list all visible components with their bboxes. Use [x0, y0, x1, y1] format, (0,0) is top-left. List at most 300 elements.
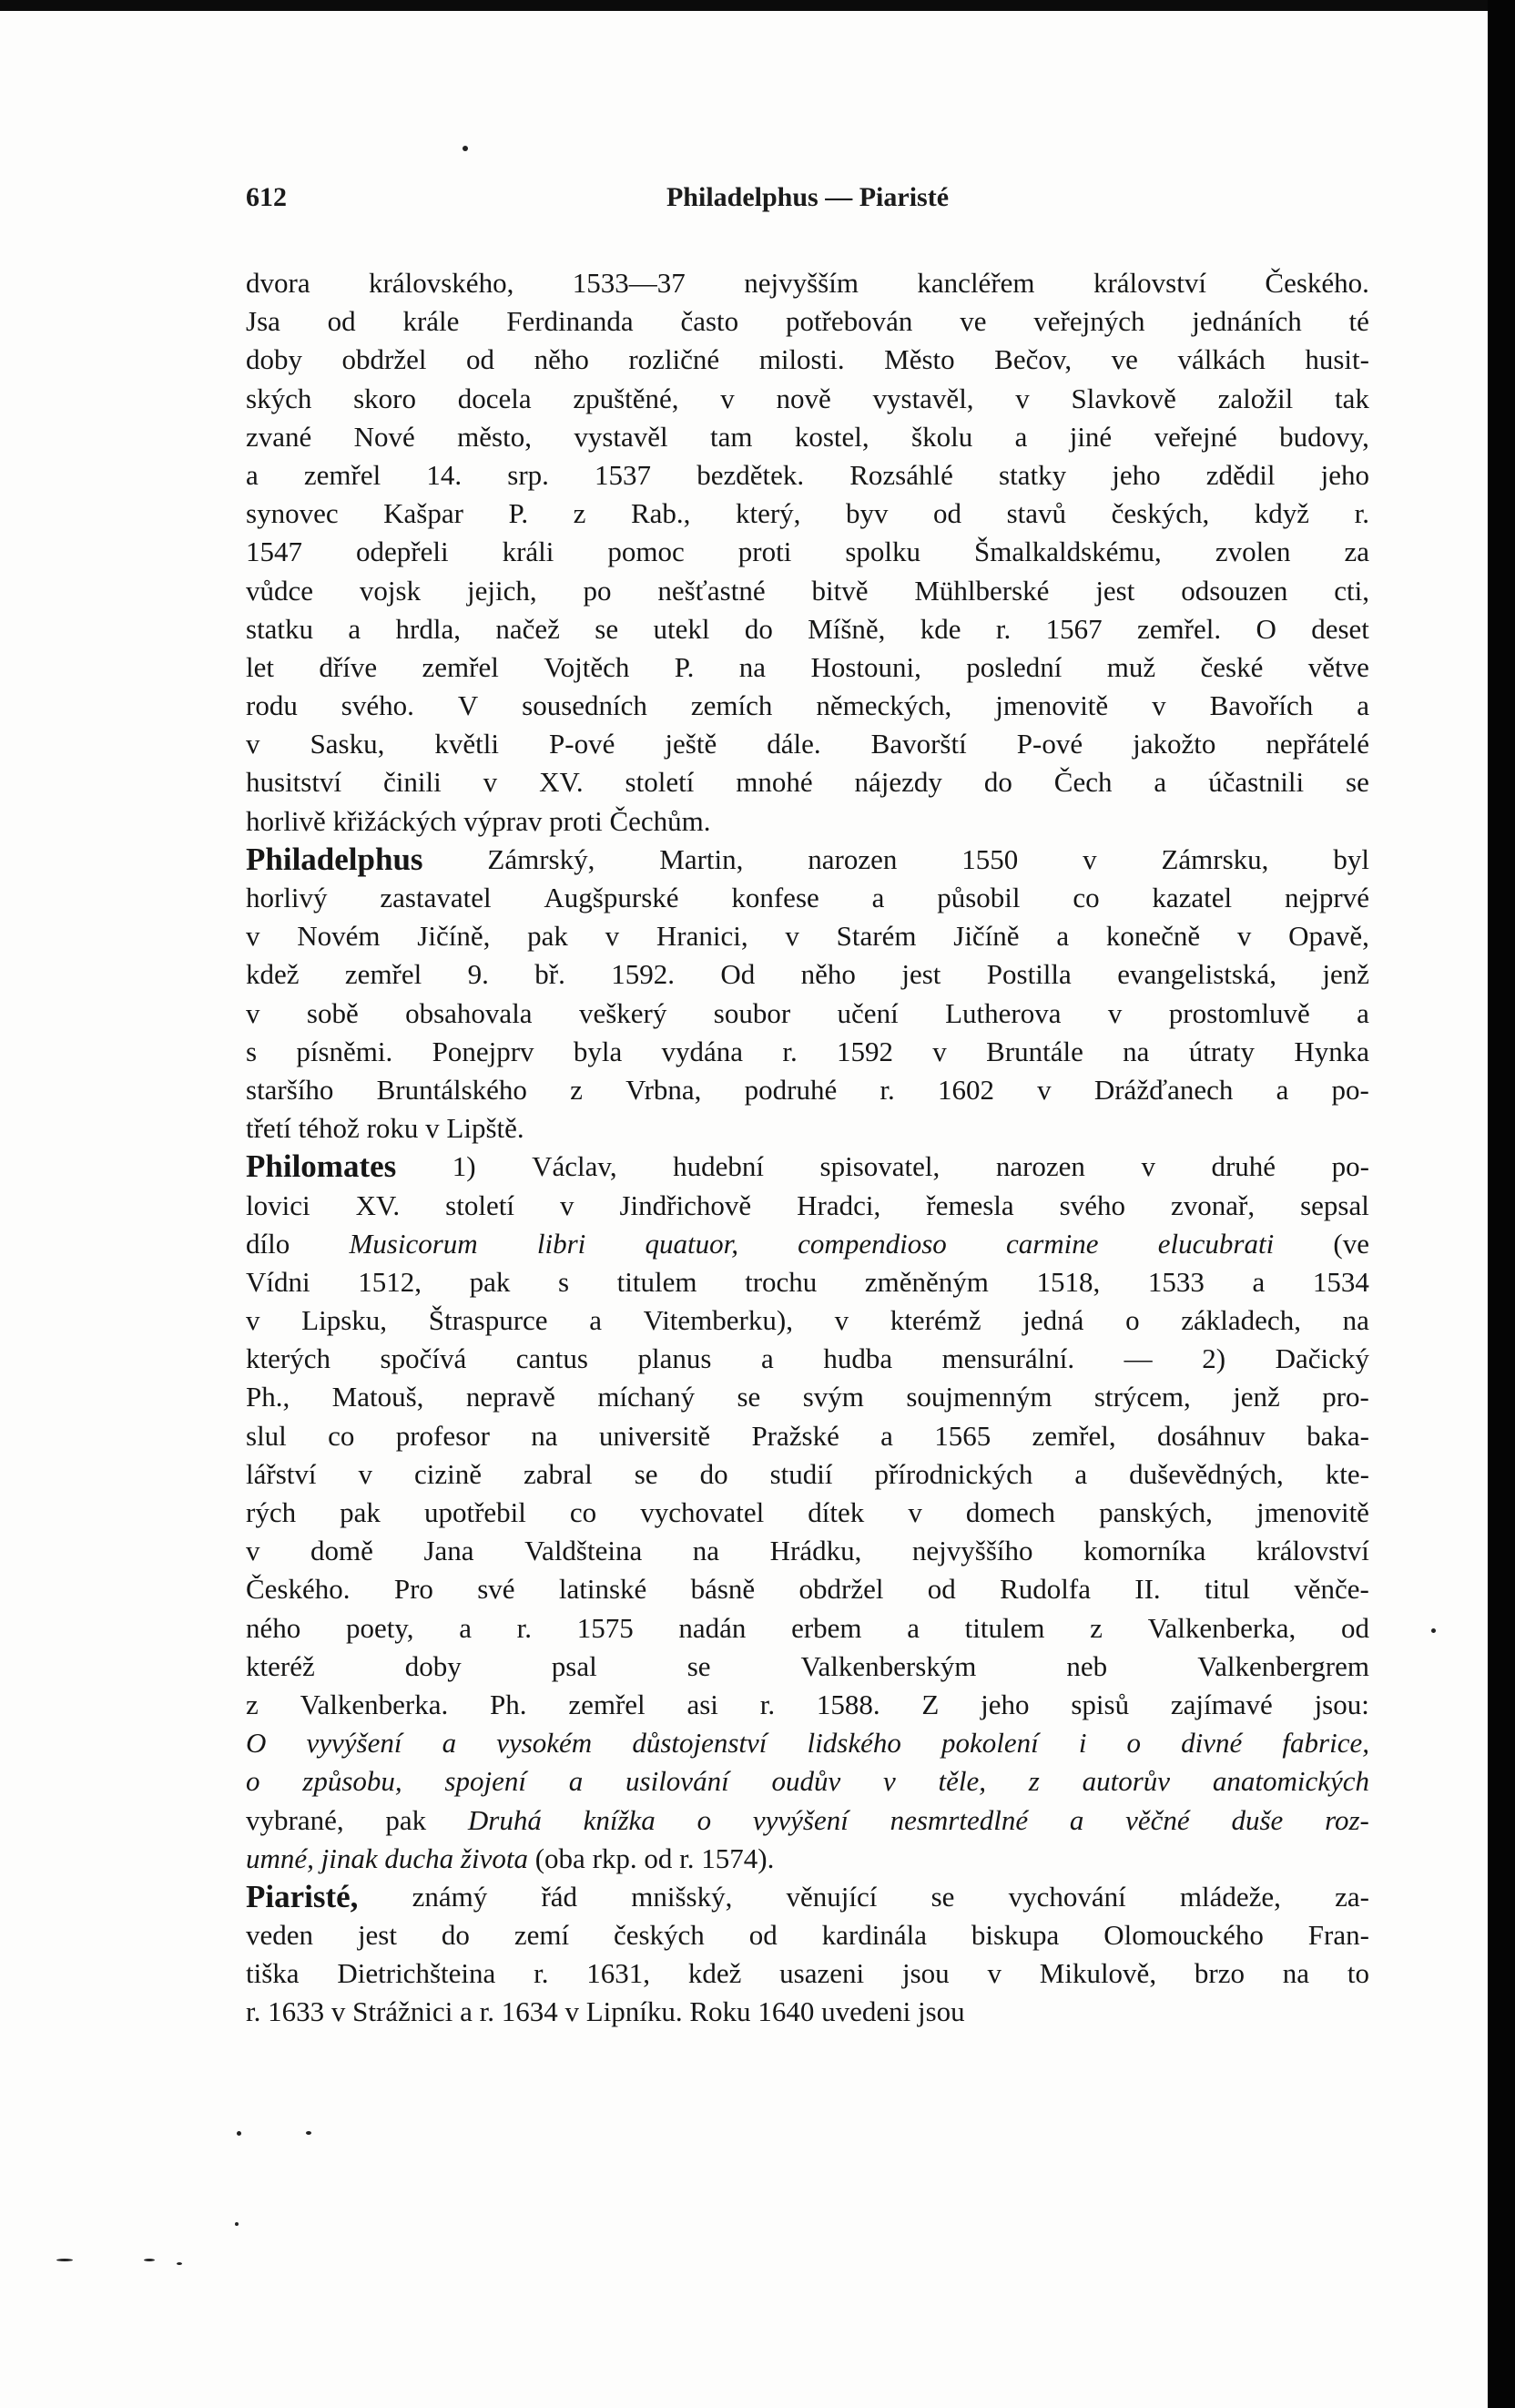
word: 1547 — [246, 536, 302, 568]
word: vystavěl — [574, 420, 668, 453]
word: Českého. — [1265, 267, 1369, 299]
word: uvedeni — [821, 1995, 918, 2028]
word: universitě — [598, 1419, 711, 1452]
word: v — [246, 1535, 260, 1567]
word: německých, — [816, 689, 952, 722]
word: nejvyššího — [911, 1535, 1033, 1567]
word: bř. — [534, 958, 565, 991]
word: XV. — [539, 766, 584, 799]
speck — [177, 2262, 182, 2265]
word: jednáních — [1192, 305, 1302, 338]
word: spočívá — [380, 1342, 467, 1375]
word: strýcem, — [1093, 1381, 1191, 1413]
word: za — [1344, 536, 1369, 568]
text-line — [246, 572, 1369, 610]
word: umné, — [246, 1842, 321, 1874]
word: z — [570, 1073, 583, 1106]
word: Philomates — [246, 1148, 397, 1185]
word: cti, — [1334, 574, 1369, 607]
text-line — [246, 1532, 1369, 1570]
word: v — [330, 1995, 353, 2028]
word: r. — [534, 1957, 549, 1990]
text-line — [246, 1455, 1369, 1494]
word: r. — [759, 1688, 776, 1720]
word: II. — [1134, 1573, 1161, 1606]
word: biskupa — [971, 1919, 1060, 1952]
word: Vrbna, — [625, 1073, 702, 1106]
word: budovy, — [1279, 420, 1369, 453]
word: fabrice, — [1282, 1727, 1369, 1760]
word: známý — [412, 1880, 488, 1913]
word: 9. — [467, 958, 489, 991]
word: spolku — [845, 536, 921, 568]
text-line — [246, 879, 1369, 917]
word: se — [737, 1381, 761, 1413]
word: P-ové — [1016, 728, 1083, 760]
word: v — [1015, 382, 1030, 414]
word: zemřel — [344, 958, 422, 991]
word: Valkenbergrem — [1197, 1649, 1369, 1682]
word: ských — [246, 382, 312, 414]
speck — [237, 2131, 241, 2136]
word: od — [644, 1842, 680, 1874]
text-line — [246, 1109, 1369, 1148]
word: lářství — [246, 1457, 317, 1490]
word: Postilla — [986, 958, 1072, 991]
word: 1588. — [816, 1688, 880, 1720]
word: 1575 — [576, 1611, 634, 1644]
word: načež — [495, 612, 560, 645]
word: základech, — [1181, 1304, 1301, 1337]
word: něho — [534, 343, 589, 376]
word: zvonař, — [1171, 1189, 1256, 1221]
word: Mühlberské — [914, 574, 1050, 607]
word: pak — [469, 1265, 511, 1298]
word: autorův — [1082, 1765, 1171, 1798]
word: Fran- — [1307, 1919, 1369, 1952]
word: nesmrtedlné — [890, 1803, 1029, 1836]
word: stavů — [1006, 497, 1067, 530]
word: pak — [385, 1803, 427, 1836]
word: husit- — [1305, 343, 1369, 376]
word: v — [834, 1304, 849, 1337]
word: Druhá — [467, 1803, 542, 1836]
word: Augšpurské — [544, 882, 679, 913]
word: obdržel — [798, 1573, 884, 1606]
text-line — [246, 802, 1369, 841]
text-line — [246, 1494, 1369, 1532]
word: nepřátelé — [1266, 728, 1369, 760]
word: titulem — [964, 1611, 1045, 1644]
word: a — [1074, 1457, 1088, 1490]
text-line — [246, 1648, 1369, 1686]
word: zpuštěné, — [573, 382, 679, 414]
word: zemích — [690, 689, 773, 722]
word: lovici — [246, 1189, 310, 1221]
word: poety, — [345, 1611, 414, 1644]
word: a — [459, 1611, 472, 1644]
word: jest — [901, 958, 941, 991]
word: spisů — [1071, 1688, 1130, 1720]
speck — [144, 2259, 155, 2261]
word: mnišský, — [631, 1880, 733, 1913]
word: Míšně, — [808, 612, 886, 645]
text-line — [246, 1916, 1369, 1954]
word: libri — [536, 1227, 586, 1260]
word: horlivě — [246, 804, 333, 837]
word: usazeni — [779, 1957, 865, 1990]
word: Jana — [423, 1535, 474, 1567]
word: větve — [1307, 650, 1369, 683]
word: Od — [720, 958, 756, 991]
word: narozen — [808, 842, 898, 875]
word: dosáhnuv — [1156, 1419, 1266, 1452]
word: dříve — [319, 650, 378, 683]
word: Nové — [353, 420, 415, 453]
word: po- — [1331, 1150, 1369, 1183]
word: 1640 — [758, 1995, 822, 2028]
word: Lipště. — [446, 1112, 524, 1145]
word: kancléřem — [917, 267, 1035, 299]
word: do — [441, 1919, 470, 1952]
word: studií — [769, 1457, 833, 1490]
word: českých, — [1111, 497, 1210, 530]
word: Čechům. — [609, 804, 711, 837]
word: svého — [1059, 1189, 1125, 1221]
word: Bruntále — [986, 1035, 1083, 1067]
word: evangelistská, — [1117, 958, 1276, 991]
word: kdež — [246, 958, 300, 991]
word: vyvýšení — [752, 1803, 849, 1836]
speck — [1431, 1628, 1436, 1633]
word: bitvě — [811, 574, 869, 607]
word: Rudolfa — [1000, 1573, 1091, 1606]
word: Ferdinanda — [506, 305, 634, 338]
word: jmenovitě — [995, 689, 1109, 722]
text-line — [246, 841, 1369, 879]
word: krále — [402, 305, 460, 338]
word: dítek — [808, 1496, 865, 1528]
word: veřejných — [1033, 305, 1145, 338]
word: nově — [776, 382, 831, 414]
word: Jičíně — [953, 920, 1020, 953]
word: doby — [246, 343, 302, 376]
word: upotřebil — [423, 1496, 526, 1528]
word: tiška — [246, 1957, 300, 1990]
word: do — [983, 766, 1012, 799]
word: Starém — [836, 920, 917, 953]
word: usilování — [625, 1765, 729, 1798]
word: na — [738, 650, 767, 683]
word: nepravě — [465, 1381, 555, 1413]
word: deset — [1311, 612, 1369, 645]
word: Lipníku. — [585, 1995, 690, 2028]
word: kardinála — [821, 1919, 927, 1952]
word: bezdětek. — [696, 458, 805, 491]
word: co — [1073, 882, 1100, 913]
word: Hynka — [1294, 1035, 1369, 1067]
word: 1567 — [1045, 612, 1103, 645]
word: Kašpar — [383, 497, 463, 530]
word: Rab., — [630, 497, 691, 530]
word: přírodnických — [874, 1457, 1033, 1490]
word: zemřel. — [1137, 612, 1222, 645]
running-title: Philadelphus — Piaristé — [666, 182, 950, 212]
word: veřejné — [1154, 420, 1237, 453]
word: rodu — [246, 689, 298, 722]
word: erbem — [791, 1611, 862, 1644]
word: Novém — [297, 920, 381, 953]
word: se — [686, 1649, 711, 1682]
word: pak — [340, 1496, 381, 1528]
word: Opavě, — [1288, 920, 1369, 953]
word: který, — [735, 497, 801, 530]
word: divné — [1181, 1727, 1243, 1760]
word: věnující — [786, 1880, 878, 1913]
word: vůdce — [246, 574, 314, 607]
word: Ph., — [246, 1381, 290, 1413]
word: vychování — [1008, 1880, 1126, 1913]
word: rozličné — [628, 343, 720, 376]
word: spojení — [444, 1765, 526, 1798]
text-line — [246, 1840, 1369, 1878]
word: město, — [457, 420, 532, 453]
word: Čech — [1053, 766, 1113, 799]
word: královského, — [369, 267, 514, 299]
word: českých — [613, 1919, 705, 1952]
word: trochu — [745, 1265, 818, 1298]
word: jakožto — [1133, 728, 1216, 760]
word: v — [987, 1957, 1002, 1990]
word: kostel, — [794, 420, 869, 453]
text-line — [246, 495, 1369, 533]
word: o — [696, 1803, 712, 1836]
word: co — [569, 1496, 597, 1528]
word: Pro — [393, 1573, 433, 1606]
word: zvolen — [1215, 536, 1291, 568]
word: baka- — [1307, 1419, 1369, 1452]
word: 1533 — [1147, 1265, 1205, 1298]
word: a — [1357, 689, 1369, 722]
word: dále. — [767, 728, 821, 760]
word: komorníka — [1083, 1535, 1206, 1567]
word: jsou: — [1314, 1688, 1369, 1720]
word: rkp. — [592, 1842, 645, 1874]
word: výprav — [463, 804, 550, 837]
text-line — [246, 1801, 1369, 1840]
word: muž — [1106, 650, 1156, 683]
word: srp. — [507, 458, 549, 491]
word: Bečov, — [994, 343, 1073, 376]
text-line — [246, 1071, 1369, 1109]
word: druhé — [1211, 1150, 1276, 1183]
word: a — [1276, 1073, 1289, 1106]
word: obsahovala — [405, 996, 533, 1029]
word: křižáckých — [332, 804, 464, 837]
word: v — [908, 1496, 922, 1528]
word: v — [1152, 689, 1166, 722]
word: v — [932, 1035, 947, 1067]
word: r. — [995, 612, 1012, 645]
word: oudův — [771, 1765, 841, 1798]
word: statku — [246, 612, 314, 645]
word: jmenovitě — [1256, 1496, 1369, 1528]
word: o — [246, 1765, 260, 1798]
word: Z — [921, 1688, 940, 1720]
word: byla — [573, 1035, 623, 1067]
word: Bavorští — [870, 728, 967, 760]
word: sobě — [306, 996, 359, 1029]
word: jejich, — [466, 574, 537, 607]
word: Sasku, — [310, 728, 385, 760]
word: pro- — [1322, 1381, 1369, 1413]
word: knížka — [583, 1803, 656, 1836]
word: s — [557, 1265, 570, 1298]
word: v — [246, 920, 260, 953]
speck — [235, 2222, 239, 2226]
text-line — [246, 1301, 1369, 1340]
word: — — [1124, 1342, 1153, 1375]
word: téhož — [298, 1112, 367, 1145]
word: proti — [549, 804, 610, 837]
word: 2) — [1202, 1342, 1226, 1375]
word: Město — [884, 343, 955, 376]
speck — [306, 2131, 311, 2135]
word: a — [460, 1995, 480, 2028]
word: domě — [310, 1535, 373, 1567]
word: a — [1056, 920, 1070, 953]
text-line — [246, 1148, 1369, 1186]
word: 1574). — [701, 1842, 775, 1874]
word: něho — [800, 958, 856, 991]
text-line — [246, 1878, 1369, 1916]
text-line — [246, 1417, 1369, 1455]
text-line — [246, 1762, 1369, 1801]
word: Valdšteina — [524, 1535, 643, 1567]
word: 1592 — [837, 1035, 893, 1067]
word: založil — [1217, 382, 1294, 414]
word: P. — [674, 650, 695, 683]
word: 1565 — [934, 1419, 991, 1452]
word: řemesla — [926, 1189, 1014, 1221]
word: potřebován — [785, 305, 913, 338]
word: a — [907, 1611, 920, 1644]
word: podruhé — [744, 1073, 838, 1106]
word: v — [246, 1304, 260, 1337]
text-line — [246, 380, 1369, 418]
word: válkách — [1177, 343, 1266, 376]
word: útraty — [1188, 1035, 1256, 1067]
word: a — [348, 612, 361, 645]
word: skoro — [353, 382, 416, 414]
word: zvané — [246, 420, 312, 453]
word: spisovatel, — [819, 1150, 941, 1183]
word: řád — [541, 1880, 578, 1913]
word: věčné — [1125, 1803, 1190, 1836]
word: nejprvé — [1285, 882, 1369, 913]
word: mládeže, — [1179, 1880, 1281, 1913]
word: Českého. — [246, 1573, 351, 1606]
word: rých — [246, 1496, 297, 1528]
word: horlivý — [246, 882, 328, 913]
word: 1592. — [611, 958, 675, 991]
word: Hranici, — [656, 920, 748, 953]
word: věnče- — [1294, 1573, 1369, 1606]
word: vystavěl, — [872, 382, 974, 414]
word: psal — [551, 1649, 597, 1682]
word: Štraspurce — [428, 1304, 548, 1337]
word: vychovatel — [640, 1496, 765, 1528]
word: v — [1141, 1150, 1155, 1183]
word: konečně — [1105, 920, 1201, 953]
page-number: 612 — [246, 182, 287, 212]
word: XV. — [355, 1189, 401, 1221]
scan-right-border — [1488, 0, 1515, 2408]
word: compendioso — [798, 1227, 947, 1260]
word: r. — [782, 1035, 798, 1067]
word: nešťastné — [657, 574, 766, 607]
word: nadán — [678, 1611, 747, 1644]
word: mensurální. — [941, 1342, 1075, 1375]
word: roku — [366, 1112, 426, 1145]
word: Ph. — [490, 1688, 527, 1720]
word: duševědných, — [1129, 1457, 1284, 1490]
word: změněným — [864, 1265, 989, 1298]
word: (ve — [1333, 1227, 1369, 1260]
word: r. — [246, 1995, 269, 2028]
word: Hradci, — [797, 1189, 881, 1221]
word: zemřel, — [1032, 1419, 1116, 1452]
word: zemřel — [568, 1688, 646, 1720]
text-line — [246, 1686, 1369, 1724]
word: o — [1125, 1304, 1140, 1337]
word: svého. — [341, 689, 414, 722]
word: kde — [920, 612, 961, 645]
word: v — [1107, 996, 1123, 1029]
word: zajímavé — [1170, 1688, 1273, 1720]
word: se — [634, 1457, 658, 1490]
word: třetí — [246, 1112, 299, 1145]
word: veškerý — [578, 996, 667, 1029]
word: a — [1357, 996, 1369, 1029]
word: těle, — [938, 1765, 987, 1798]
word: Dačický — [1275, 1342, 1369, 1375]
word: pokolení — [941, 1727, 1039, 1760]
word: konfese — [731, 882, 819, 913]
word: Jsa — [246, 305, 280, 338]
word: 1634 — [501, 1995, 565, 2028]
word: často — [680, 305, 739, 338]
word: byl — [1333, 842, 1369, 875]
word: ného — [246, 1611, 301, 1644]
word: asi — [686, 1688, 718, 1720]
word: o — [1126, 1727, 1142, 1760]
word: panských, — [1099, 1496, 1213, 1528]
word: a — [880, 1419, 893, 1452]
word: roz- — [1325, 1803, 1369, 1836]
word: století — [625, 766, 695, 799]
word: lidského — [807, 1727, 901, 1760]
text-line — [246, 955, 1369, 994]
text-line — [246, 995, 1369, 1033]
body-text — [246, 264, 1369, 2032]
word: Hrádku, — [769, 1535, 862, 1567]
word: kterémž — [890, 1304, 981, 1337]
word: jest — [357, 1919, 397, 1952]
word: vyvýšení — [306, 1727, 402, 1760]
word: té — [1348, 305, 1369, 338]
word: statky — [999, 458, 1067, 491]
